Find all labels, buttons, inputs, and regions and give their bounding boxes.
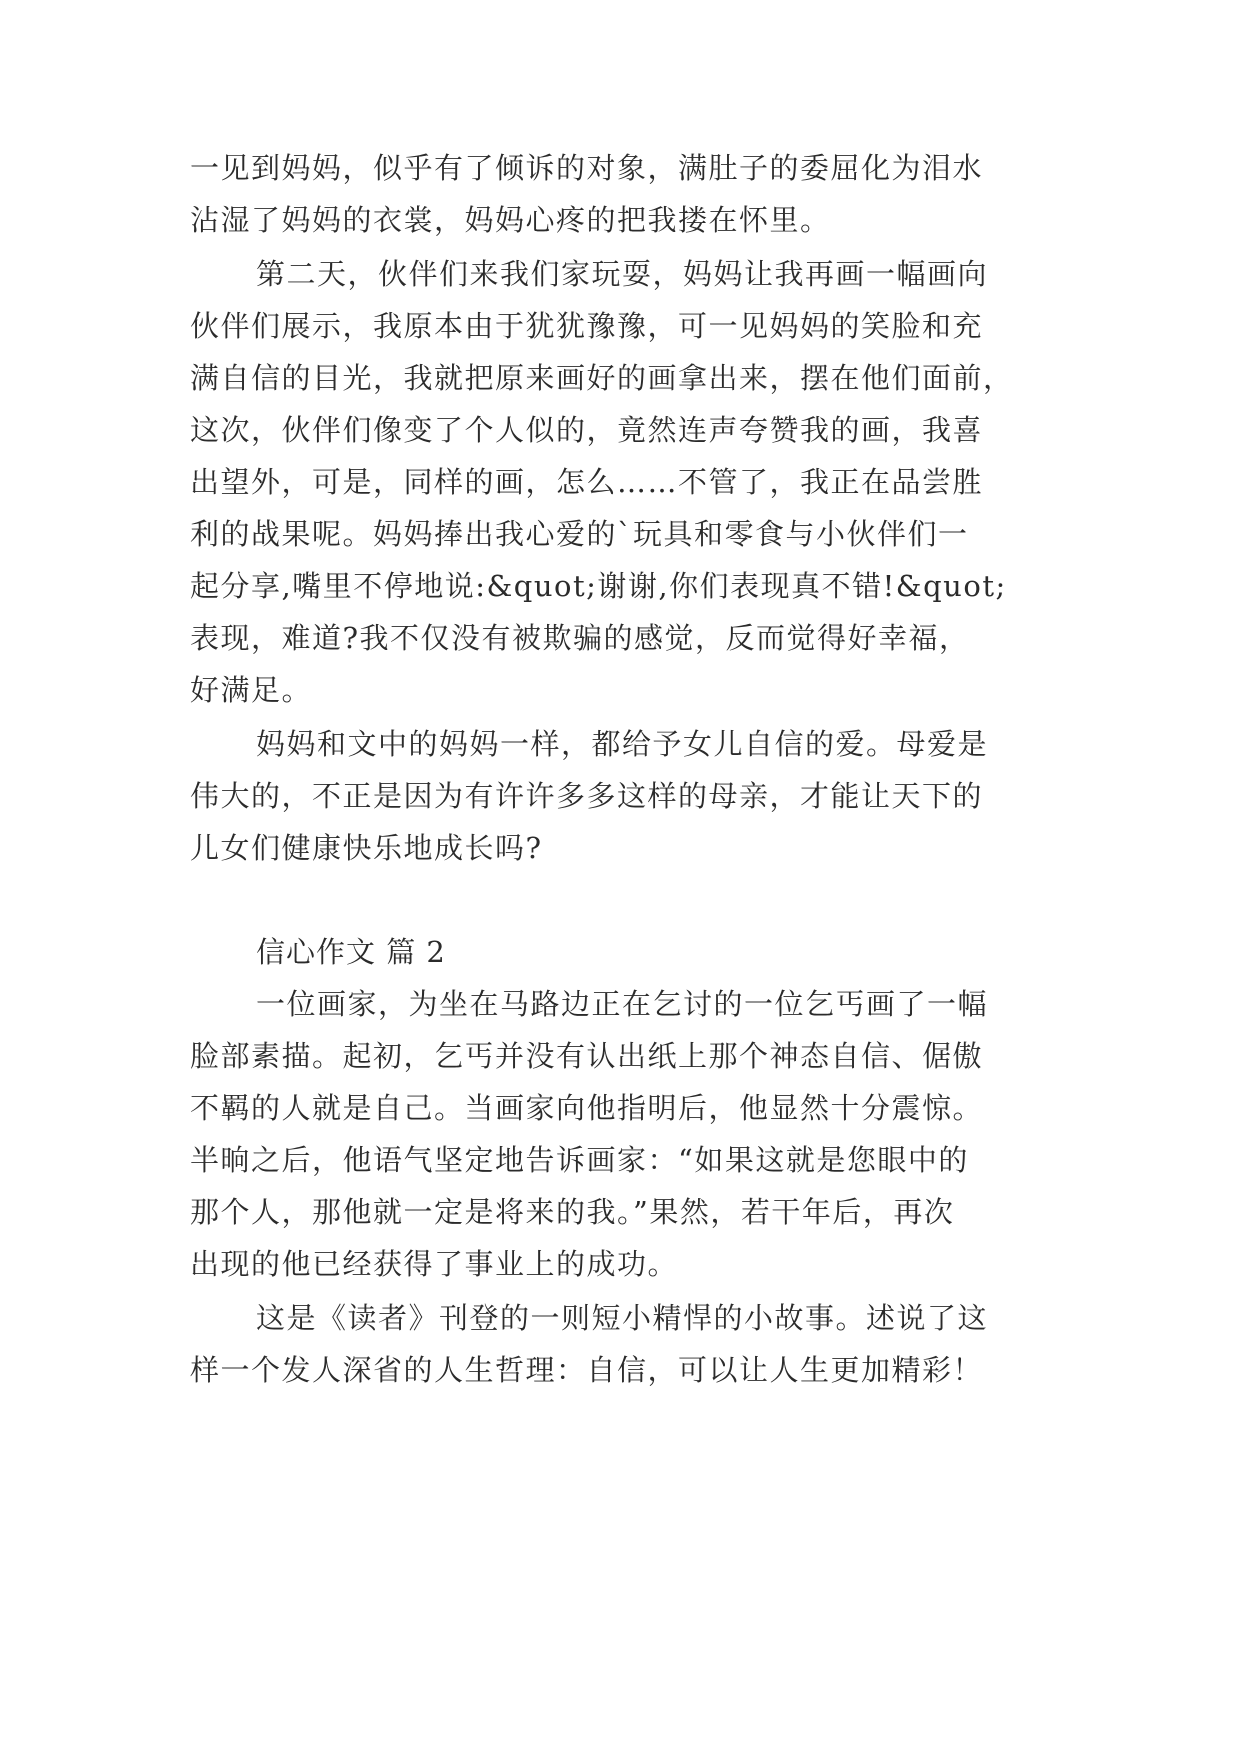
text-line: 利的战果呢。妈妈捧出我心爱的`玩具和零食与小伙伴们一 — [190, 517, 969, 551]
text-line: 样一个发人深省的人生哲理：自信，可以让人生更加精彩！ — [190, 1353, 984, 1387]
text-line: 表现，难道?我不仅没有被欺骗的感觉，反而觉得好幸福， — [190, 621, 970, 655]
text-line: 这次，伙伴们像变了个人似的，竟然连声夸赞我的画，我喜 — [190, 413, 984, 447]
text-line: 沾湿了妈妈的衣裳，妈妈心疼的把我搂在怀里。 — [190, 203, 831, 237]
text-line: 不羁的人就是自己。当画家向他指明后，他显然十分震惊。 — [190, 1091, 984, 1125]
paragraph-start-line: 一位画家，为坐在马路边正在乞讨的一位乞丐画了一幅 — [256, 987, 989, 1021]
text-line: 伟大的，不正是因为有许许多多这样的母亲，才能让天下的 — [190, 779, 984, 813]
text-line: 半晌之后，他语气坚定地告诉画家：“如果这就是您眼中的 — [190, 1143, 969, 1177]
text-line: 伙伴们展示，我原本由于犹犹豫豫，可一见妈妈的笑脸和充 — [190, 309, 984, 343]
text-line: 一见到妈妈，似乎有了倾诉的对象，满肚子的委屈化为泪水 — [190, 151, 984, 185]
text-line: 出现的他已经获得了事业上的成功。 — [190, 1247, 679, 1281]
text-line: 脸部素描。起初，乞丐并没有认出纸上那个神态自信、倨傲 — [190, 1039, 984, 1073]
paragraph-start-line: 这是《读者》刊登的一则短小精悍的小故事。述说了这 — [256, 1301, 989, 1335]
text-line: 好满足。 — [190, 673, 313, 707]
section-heading: 信心作文 篇 2 — [256, 935, 446, 969]
text-line: 儿女们健康快乐地成长吗? — [190, 831, 543, 865]
text-line: 出望外，可是，同样的画，怎么……不管了，我正在品尝胜 — [190, 465, 984, 499]
text-line: 满自信的目光，我就把原来画好的画拿出来，摆在他们面前， — [190, 361, 1014, 395]
text-line: 那个人，那他就一定是将来的我。”果然，若干年后，再次 — [190, 1195, 955, 1229]
paragraph-start-line: 第二天，伙伴们来我们家玩耍，妈妈让我再画一幅画向 — [256, 257, 989, 291]
paragraph-start-line: 妈妈和文中的妈妈一样，都给予女儿自信的爱。母爱是 — [256, 727, 989, 761]
text-line: 起分享,嘴里不停地说:&quot;谢谢,你们表现真不错!&quot; — [190, 569, 1007, 603]
